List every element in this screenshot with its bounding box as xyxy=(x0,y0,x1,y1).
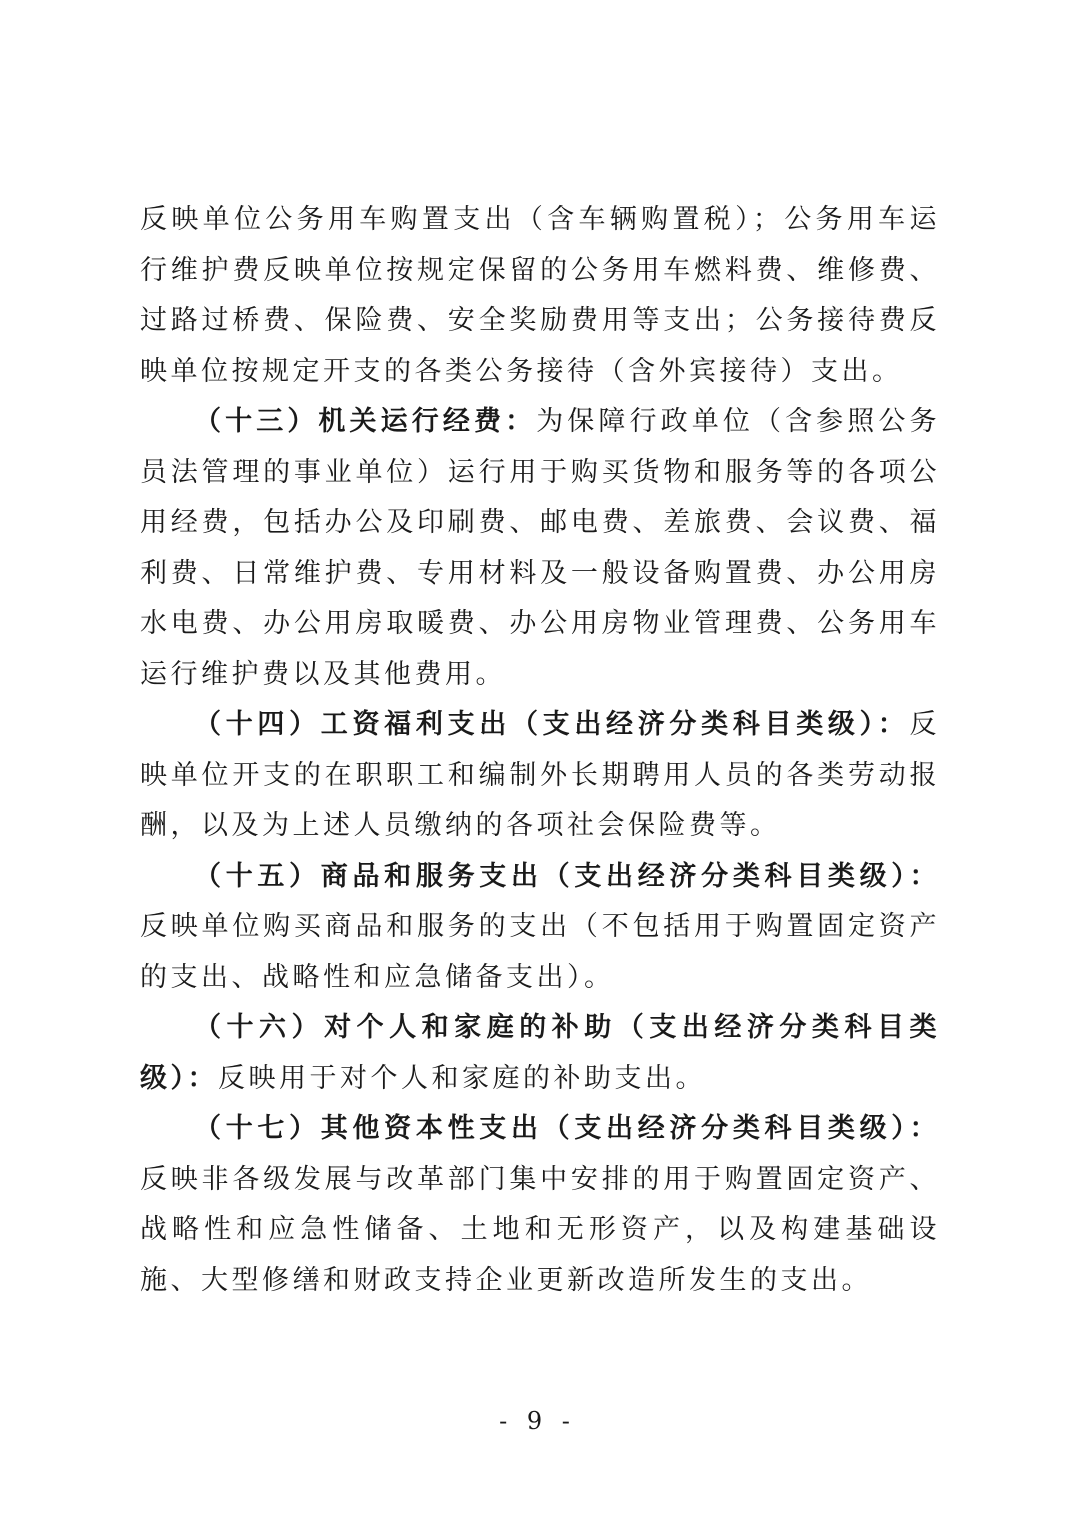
paragraph-text: 反映单位公务用车购置支出（含车辆购置税）；公务用车运行维护费反映单位按规定保留的公务用车燃料费、维修费、过路过桥费、保险费、安全奖励费用等支出；公务接待费反映单位按规定开支的各类公务接待（含外宾接待）支出。 xyxy=(140,204,940,387)
paragraph-text: 反映非各级发展与改革部门集中安排的用于购置固定资产、战略性和应急性储备、土地和无形资产，以及构建基础设施、大型修缮和财政支持企业更新改造所发生的支出。 xyxy=(140,1163,940,1296)
body-text xyxy=(140,195,940,1306)
paragraph-text: 反映用于对个人和家庭的补助支出。 xyxy=(218,1062,706,1094)
paragraph-heading: （十五）商品和服务支出（支出经济分类科目类级）： xyxy=(194,860,940,892)
paragraph-15-goods-services xyxy=(140,852,940,1004)
paragraph-vehicle-expenses xyxy=(140,195,940,397)
paragraph-14-salary-welfare xyxy=(140,700,940,852)
paragraph-text: 反映单位开支的在职职工和编制外长期聘用人员的各类劳动报酬，以及为上述人员缴纳的各项社会保险费等。 xyxy=(140,709,940,841)
paragraph-heading: （十六）对个人和家庭的补助（支出经济分类科目类级）： xyxy=(140,1012,940,1094)
paragraph-text: 反映单位购买商品和服务的支出（不包括用于购置固定资产的支出、战略性和应急储备支出）。 xyxy=(140,911,940,993)
paragraph-16-household-subsidy xyxy=(140,1003,940,1104)
paragraph-heading: （十三）机关运行经费： xyxy=(194,406,537,437)
paragraph-text: 为保障行政单位（含参照公务员法管理的事业单位）运行用于购买货物和服务等的各项公用经费，包括办公及印刷费、邮电费、差旅费、会议费、福利费、日常维护费、专用材料及一般设备购置费、办公用房水电费、办公用房取暖费、办公用房物业管理费、公务用车运行维护费以及其他费用。 xyxy=(140,406,941,690)
paragraph-heading: （十七）其他资本性支出（支出经济分类科目类级）： xyxy=(194,1113,940,1144)
paragraph-heading: （十四）工资福利支出（支出经济分类科目类级）： xyxy=(194,709,910,740)
paragraph-13-operating-funds xyxy=(140,397,940,700)
paragraph-17-other-capital xyxy=(140,1104,940,1306)
page-number: - 9 - xyxy=(499,1407,576,1435)
